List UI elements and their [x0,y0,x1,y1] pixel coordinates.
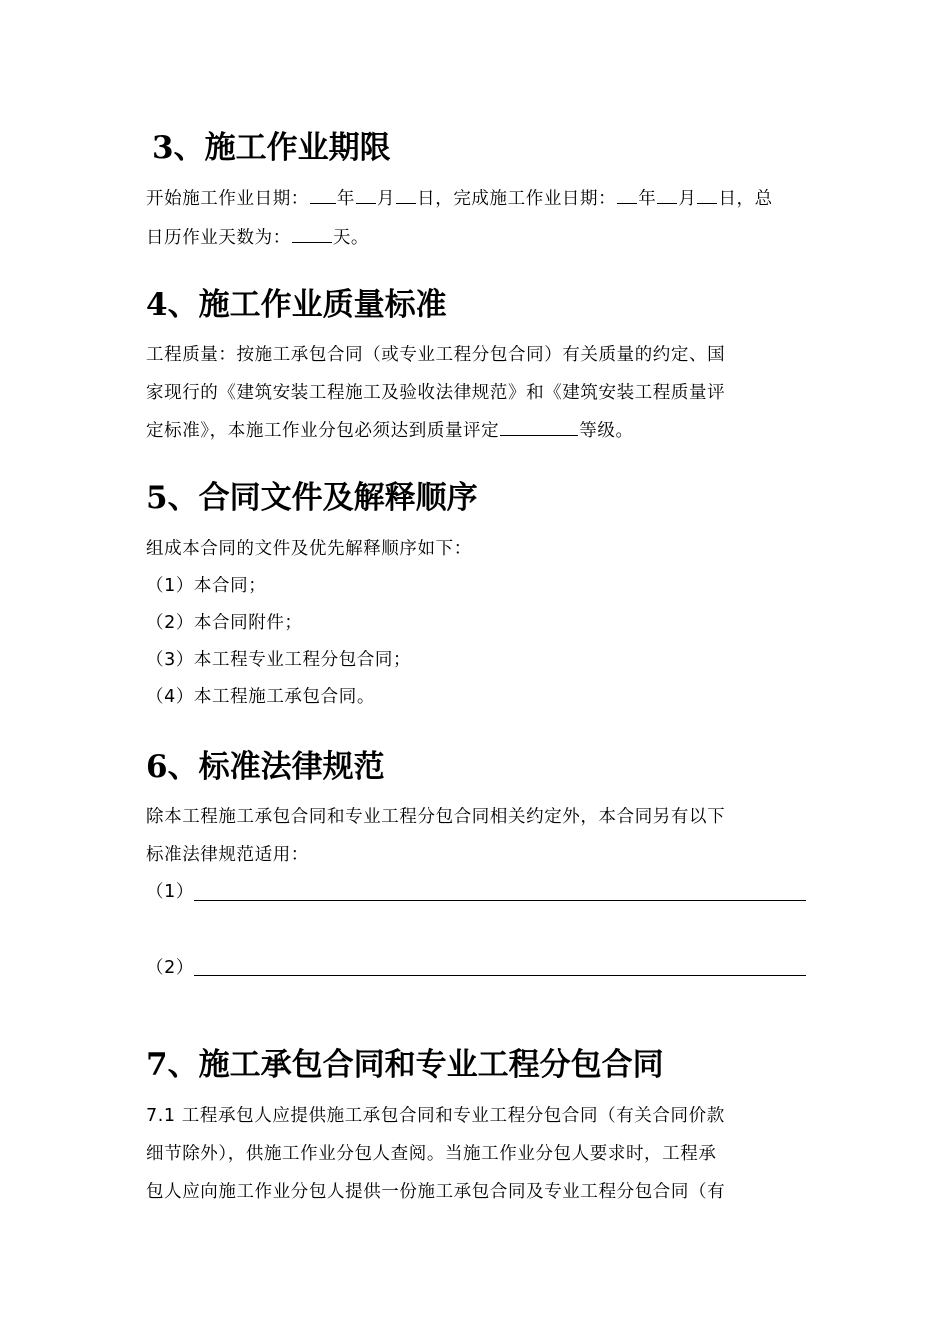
standard-item-1-label: （1） [146,882,194,902]
total-days-label: 日历作业天数为： [146,228,291,248]
end-year-blank [617,187,637,204]
end-month-blank [657,187,677,204]
section-3-heading: 3、施工作业期限 [152,130,391,166]
section-6-heading: 6、标准法律规范 [146,749,385,785]
section-3-line-2 [146,226,369,250]
section-7-heading: 7、施工承包合同和专业工程分包合同 [146,1047,664,1083]
total-days-blank [292,226,332,243]
start-year-blank [310,187,336,204]
section-5-heading: 5、合同文件及解释顺序 [146,480,478,516]
start-day-blank [396,187,416,204]
section-7-line-2: 细节除外），供施工作业分包人查阅。当施工作业分包人要求时，工程承 [146,1144,717,1164]
section-6-line-2: 标准法律规范适用： [146,845,309,865]
section-4-line-3 [146,419,634,443]
list-item: （4）本工程施工承包合同。 [146,687,375,707]
end-day-blank [697,187,717,204]
end-date-label: 日，完成施工作业日期： [417,189,617,209]
month-label: 月 [678,189,697,209]
start-month-blank [356,187,376,204]
section-4-line-1: 工程质量：按施工承包合同（或专业工程分包合同）有关质量的约定、国 [146,345,726,365]
grade-suffix: 等级。 [579,421,634,441]
section-3-line-1 [146,187,773,211]
list-item: （2）本合同附件； [146,613,303,633]
section-7-line-3: 包人应向施工作业分包人提供一份施工承包合同及专业工程分包合同（有 [146,1182,726,1202]
list-item: （1）本合同； [146,576,267,596]
standard-item-2-label: （2） [146,958,194,978]
section-4-heading: 4、施工作业质量标准 [146,287,447,323]
section-5-intro: 组成本合同的文件及优先解释顺序如下： [146,539,472,559]
year-label: 年 [336,189,356,209]
days-unit: 天。 [332,228,370,248]
quality-grade-blank [500,419,578,436]
quality-grade-label: 定标准》，本施工作业分包必须达到质量评定 [146,421,500,441]
standard-item-2-blank [194,975,806,976]
standard-item-1-blank [194,900,806,901]
list-item: （3）本工程专业工程分包合同； [146,650,412,670]
month-label: 月 [377,189,396,209]
day-label: 日，总 [718,189,773,209]
start-date-label: 开始施工作业日期： [146,189,309,209]
year-label: 年 [638,189,657,209]
section-6-line-1: 除本工程施工承包合同和专业工程分包合同相关约定外，本合同另有以下 [146,807,726,827]
section-7-line-1: 7.1 工程承包人应提供施工承包合同和专业工程分包合同（有关合同价款 [146,1106,725,1126]
section-4-line-2: 家现行的《建筑安装工程施工及验收法律规范》和《建筑安装工程质量评 [146,383,726,403]
